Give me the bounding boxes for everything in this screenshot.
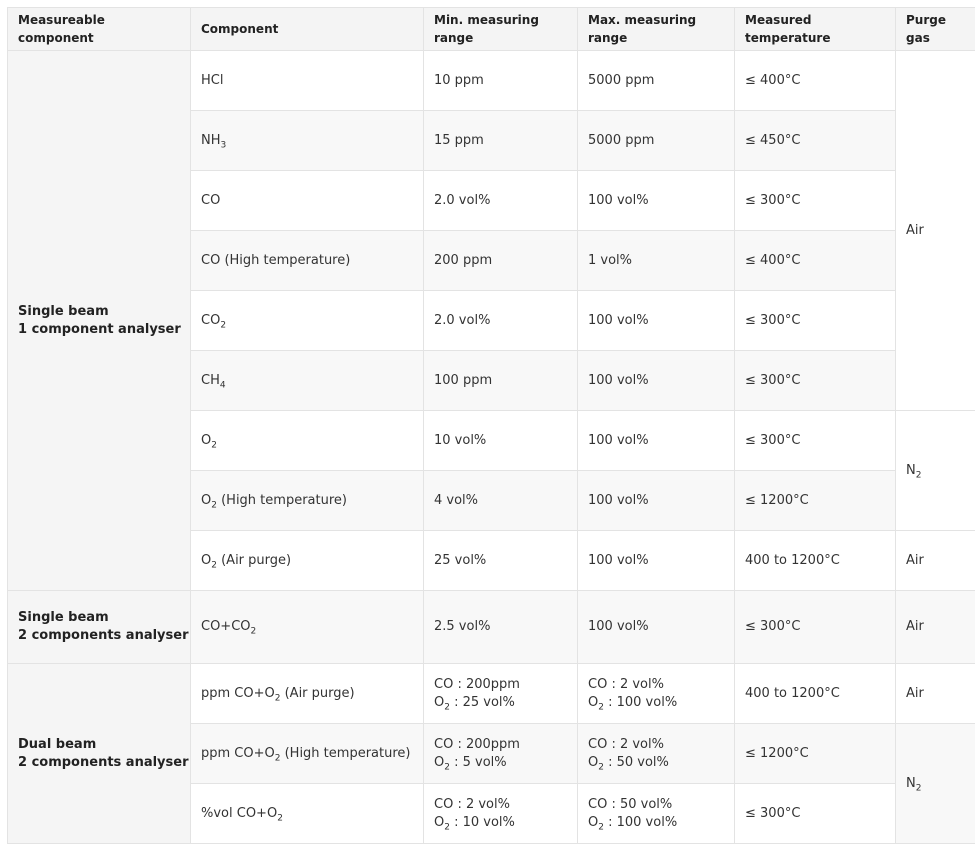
max-range-cell: 100 vol% — [578, 531, 735, 591]
component-cell: %vol $CO+O_2$ — [191, 784, 424, 844]
purge-gas-cell: Air — [896, 591, 975, 664]
max-range-cell: CO : 50 vol% $O_2$ : 100 vol% — [578, 784, 735, 844]
group-single-beam-2: Single beam 2 components analyser — [8, 591, 191, 664]
max-range-cell: 100 vol% — [578, 171, 735, 231]
group-dual-beam-2: Dual beam 2 components analyser — [8, 664, 191, 844]
component-cell: $NH_3$ — [191, 111, 424, 171]
temperature-cell: 400 to 1200°C — [735, 531, 896, 591]
temperature-cell: ≤ 1200°C — [735, 471, 896, 531]
header-row — [8, 8, 975, 51]
max-range-cell: 100 vol% — [578, 411, 735, 471]
table-row — [8, 51, 975, 111]
header-measureable-component: Measureable component — [8, 8, 191, 51]
temperature-cell: ≤ 300°C — [735, 411, 896, 471]
component-cell: $O_2$ (High temperature) — [191, 471, 424, 531]
max-range-cell: 100 vol% — [578, 291, 735, 351]
min-range-cell: 200 ppm — [424, 231, 578, 291]
component-cell: ppm $CO+O_2$ (Air purge) — [191, 664, 424, 724]
component-cell: HCl — [191, 51, 424, 111]
min-range-cell: CO : 2 vol% $O_2$ : 10 vol% — [424, 784, 578, 844]
temperature-cell: ≤ 400°C — [735, 51, 896, 111]
component-cell: $O_2$ — [191, 411, 424, 471]
min-range-cell: CO : 200ppm $O_2$ : 5 vol% — [424, 724, 578, 784]
min-range-cell: 10 ppm — [424, 51, 578, 111]
max-range-cell: CO : 2 vol% $O_2$ : 50 vol% — [578, 724, 735, 784]
spec-table — [7, 7, 975, 844]
max-range-cell: 1 vol% — [578, 231, 735, 291]
min-range-cell: 100 ppm — [424, 351, 578, 411]
purge-gas-cell: $N_2$ — [896, 724, 975, 844]
component-cell: $CH_4$ — [191, 351, 424, 411]
min-range-cell: 15 ppm — [424, 111, 578, 171]
temperature-cell: ≤ 300°C — [735, 351, 896, 411]
header-purge-gas: Purge gas — [896, 8, 975, 51]
temperature-cell: 400 to 1200°C — [735, 664, 896, 724]
temperature-cell: ≤ 400°C — [735, 231, 896, 291]
max-range-cell: 100 vol% — [578, 471, 735, 531]
temperature-cell: ≤ 300°C — [735, 784, 896, 844]
max-range-cell: 100 vol% — [578, 591, 735, 664]
max-range-cell: 5000 ppm — [578, 51, 735, 111]
purge-gas-cell: Air — [896, 51, 975, 411]
header-min-range: Min. measuring range — [424, 8, 578, 51]
component-cell: CO (High temperature) — [191, 231, 424, 291]
purge-gas-cell: Air — [896, 531, 975, 591]
min-range-cell: 4 vol% — [424, 471, 578, 531]
max-range-cell: 5000 ppm — [578, 111, 735, 171]
component-cell: $CO+CO_2$ — [191, 591, 424, 664]
min-range-cell: 2.5 vol% — [424, 591, 578, 664]
temperature-cell: ≤ 450°C — [735, 111, 896, 171]
table-row — [8, 664, 975, 724]
purge-gas-cell: Air — [896, 664, 975, 724]
component-cell: ppm $CO+O_2$ (High temperature) — [191, 724, 424, 784]
max-range-cell: CO : 2 vol% $O_2$ : 100 vol% — [578, 664, 735, 724]
temperature-cell: ≤ 300°C — [735, 291, 896, 351]
min-range-cell: 25 vol% — [424, 531, 578, 591]
temperature-cell: ≤ 300°C — [735, 171, 896, 231]
header-component: Component — [191, 8, 424, 51]
min-range-cell: CO : 200ppm $O_2$ : 25 vol% — [424, 664, 578, 724]
min-range-cell: 2.0 vol% — [424, 171, 578, 231]
max-range-cell: 100 vol% — [578, 351, 735, 411]
purge-gas-cell: $N_2$ — [896, 411, 975, 531]
component-cell: CO — [191, 171, 424, 231]
header-measured-temperature: Measured temperature — [735, 8, 896, 51]
table-row — [8, 591, 975, 664]
temperature-cell: ≤ 300°C — [735, 591, 896, 664]
header-max-range: Max. measuring range — [578, 8, 735, 51]
group-single-beam-1: Single beam 1 component analyser — [8, 51, 191, 591]
min-range-cell: 2.0 vol% — [424, 291, 578, 351]
component-cell: $CO_2$ — [191, 291, 424, 351]
component-cell: $O_2$ (Air purge) — [191, 531, 424, 591]
temperature-cell: ≤ 1200°C — [735, 724, 896, 784]
min-range-cell: 10 vol% — [424, 411, 578, 471]
